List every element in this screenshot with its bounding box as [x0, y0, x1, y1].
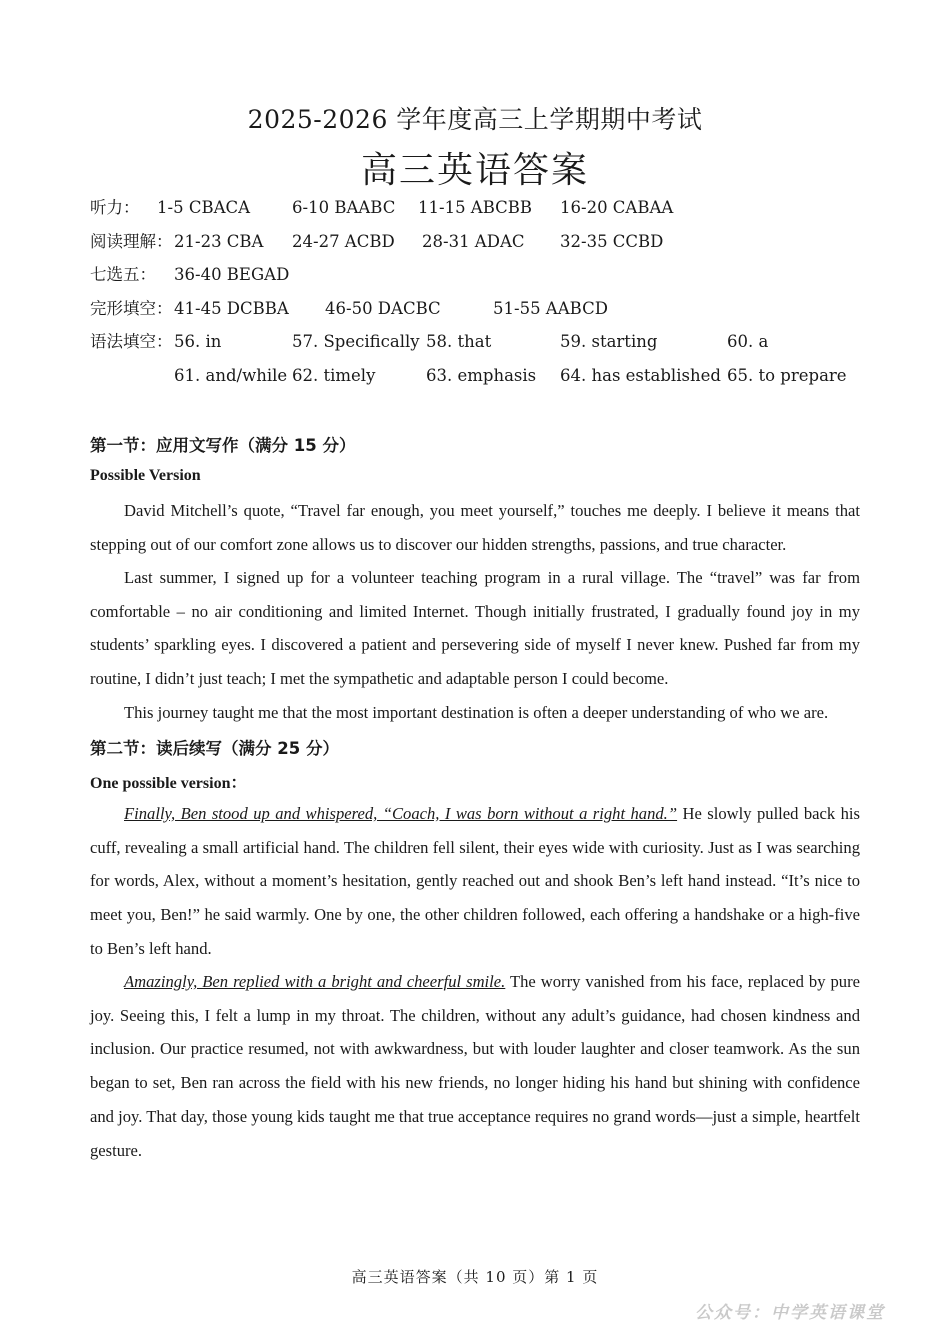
answer-group: 21-23 CBA — [174, 232, 264, 251]
seven-label: 七选五： — [90, 265, 156, 284]
paragraph-body: The worry vanished from his face, replaced by pure joy. Seeing this, I felt a lump in my throat. The children, without any adult’s guidance, had chosen kindness and inclusion. Our practice resumed, not with awkwardness, but with louder laughter and closer teamwork. As the sun began to set, Ben ran across the field with his new friends, no longer hiding his hand but shining with confidence and joy. That day, those young kids taught me that true acceptance requires no grand words—just a simple, heartfelt gesture. — [90, 972, 860, 1160]
answer-item: 62. timely — [292, 366, 376, 385]
section-1-heading: 第一节：应用文写作（满分 15 分） — [90, 436, 356, 455]
answer-item: 63. emphasis — [426, 366, 537, 385]
answer-group: 32-35 CCBD — [560, 232, 664, 251]
page-footer: 高三英语答案（共 10 页）第 1 页 — [351, 1268, 599, 1286]
answer-item: 64. has established — [560, 366, 721, 385]
essay-2-paragraph-2 — [90, 965, 860, 1167]
exam-subtitle: 2025-2026 学年度高三上学期期中考试 — [247, 105, 703, 134]
answer-group: 24-27 ACBD — [292, 232, 395, 251]
answer-group: 51-55 AABCD — [493, 299, 608, 318]
given-opening-sentence: Finally, Ben stood up and whispered, “Coach, I was born without a right hand.” — [124, 804, 678, 823]
section-2-version-label: One possible version： — [90, 775, 247, 792]
given-opening-sentence: Amazingly, Ben replied with a bright and cheerful smile. — [124, 972, 506, 991]
watermark: 公众号：中学英语课堂 — [695, 1303, 885, 1323]
listening-label: 听力： — [90, 198, 140, 217]
paragraph-body: He slowly pulled back his cuff, revealing a small artificial hand. The children fell silent, their eyes wide with curiosity. Just as I was searching for words, Alex, without a moment’s hesitation, gently reached out and shook Ben’s left hand instead. “It’s nice to meet you, Ben!” he said warmly. One by one, the other children followed, each offering a handshake or a high-five to Ben’s left hand. — [90, 804, 861, 958]
answer-group: 11-15 ABCBB — [418, 198, 533, 217]
answer-item: 60. a — [727, 332, 769, 351]
answer-group: 16-20 CABAA — [560, 198, 674, 217]
answer-group: 46-50 DACBC — [325, 299, 441, 318]
answer-item: 58. that — [426, 332, 492, 351]
page-title: 高三英语答案 — [360, 150, 589, 191]
answer-item: 61. and/while — [174, 366, 288, 385]
answer-group: 1-5 CBACA — [157, 198, 251, 217]
answer-item: 65. to prepare — [727, 366, 847, 385]
essay-1-paragraph-3: This journey taught me that the most important destination is often a deeper understanding of who we are. — [124, 703, 829, 722]
answer-item: 57. Specifically — [292, 332, 420, 351]
section-2-heading: 第二节：读后续写（满分 25 分） — [90, 739, 339, 758]
answer-item: 56. in — [174, 332, 222, 351]
cloze-label: 完形填空： — [90, 299, 173, 318]
answer-item: 59. starting — [560, 332, 658, 351]
reading-label: 阅读理解： — [90, 232, 173, 251]
answer-group: 41-45 DCBBA — [174, 299, 289, 318]
answer-group: 36-40 BEGAD — [174, 265, 290, 284]
answer-group: 6-10 BAABC — [292, 198, 396, 217]
essay-1-paragraph-1: David Mitchell’s quote, “Travel far enough, you meet yourself,” touches me deeply. I believe it means that stepping out of our comfort zone allows us to discover our hidden strengths, passions, and true character. — [90, 501, 860, 554]
essay-1-paragraph-2: Last summer, I signed up for a volunteer teaching program in a rural village. The “travel” was far from comfortable – no air conditioning and limited Internet. Though initially frustrated, I gradually found joy in my students’ sparkling eyes. I discovered a patient and persevering side of myself I never knew. Pushed far from my routine, I didn’t just teach; I met the sympathetic and adaptable person I could become. — [90, 568, 860, 689]
essay-2-paragraph-1 — [90, 797, 860, 966]
answer-group: 28-31 ADAC — [422, 232, 525, 251]
grammar-label: 语法填空： — [90, 332, 173, 351]
section-1-version-label: Possible Version — [90, 467, 201, 484]
